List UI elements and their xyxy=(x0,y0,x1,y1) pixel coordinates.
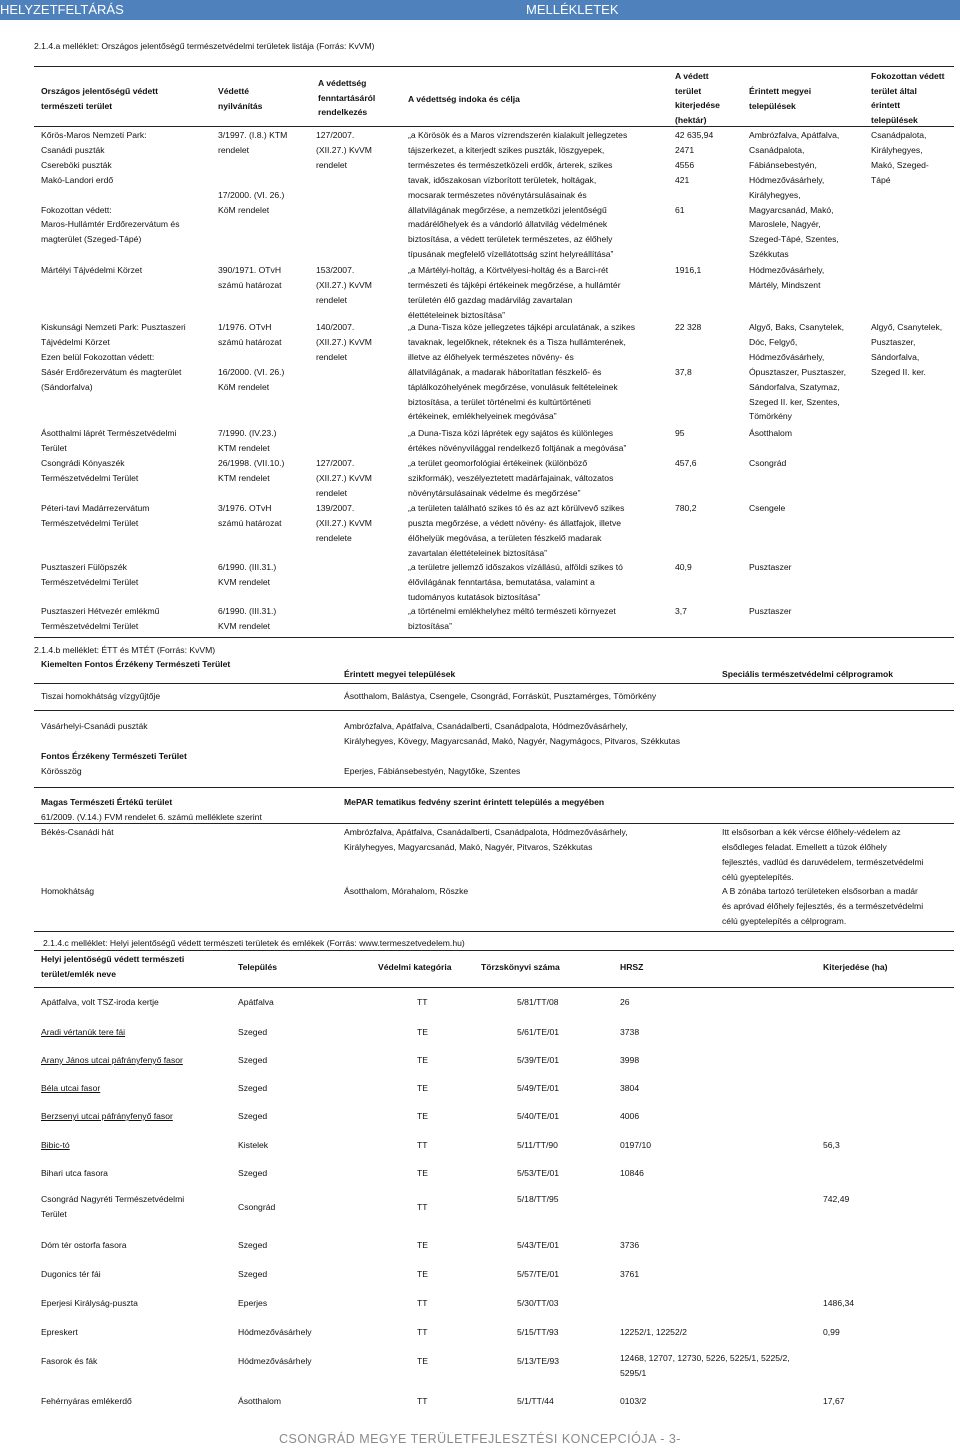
parcel-number: 26 xyxy=(620,997,630,1007)
table-a-col-header-5: (hektár) xyxy=(675,114,707,125)
protection-reason: élőhelyük megóvása, a területen fészkelő madarak xyxy=(408,532,602,543)
local-site-link[interactable]: Béla utcai fasor xyxy=(41,1083,101,1093)
affected-towns: Ásotthalom xyxy=(749,428,792,438)
protection-reason: természetes és természetközeli erdők, árterek, szikes xyxy=(408,159,613,170)
area-hectares: 4556 xyxy=(675,159,695,170)
registry-number: 5/43/TE/01 xyxy=(517,1240,560,1250)
declaration-ref: 17/2000. (VI. 26.) xyxy=(218,189,285,200)
protection-category: TT xyxy=(417,1140,428,1150)
table-a-col-header-1: természeti terület xyxy=(41,100,113,111)
protection-reason: tudományos kutatások biztosítása” xyxy=(408,591,541,602)
registry-number: 5/81/TT/08 xyxy=(517,997,559,1007)
section-b-caption: 2.1.4.b melléklet: ÉTT és MTÉT (Forrás: KvVM) xyxy=(34,645,216,655)
maintenance-ref: (XII.27.) KvVM xyxy=(316,517,372,528)
affected-towns: Ambrózfalva, Apátfalva, xyxy=(749,130,840,140)
protection-reason: „a történelmi emlékhelyhez méltó természeti környezet xyxy=(408,606,616,616)
table-b-header-5b: 61/2009. (V.14.) FVM rendelet 6. számú melléklete szerint xyxy=(41,812,262,822)
protected-area-name: Ezen belül Fokozottan védett: xyxy=(41,351,155,362)
registry-number: 5/1/TT/44 xyxy=(517,1396,554,1406)
protection-category: TT xyxy=(417,1298,428,1308)
table-b-header-1: Kiemelten Fontos Érzékeny Természeti Terület xyxy=(41,659,231,669)
table-a-col-header-5: terület xyxy=(675,85,702,96)
table-c-col-header-4: Törzskönyvi száma xyxy=(481,962,560,972)
special-program: elsődleges feladat. Emellett a túzok élőhely xyxy=(722,841,887,852)
special-program: célú gyeptelepítés a célprogram. xyxy=(722,915,847,926)
area-hectares: 2471 xyxy=(675,144,695,155)
maintenance-ref: rendelet xyxy=(316,294,348,305)
strictly-protected-towns: Algyő, Csanytelek, xyxy=(871,322,943,332)
affected-towns: Magyarcsanád, Makó, xyxy=(749,204,834,215)
affected-towns: Pusztaszer xyxy=(749,562,792,572)
settlement: Szeged xyxy=(238,1027,268,1037)
local-site-name: Epreskert xyxy=(41,1327,78,1337)
parcel-number: 12468, 12707, 12730, 5226, 5225/1, 5225/2, xyxy=(620,1353,790,1363)
protected-area-name: Természetvédelmi Terület xyxy=(41,620,139,631)
declaration-ref: számú határozat xyxy=(218,517,282,528)
protection-reason: „a terület geomorfológiai értékeinek (különböző xyxy=(408,458,588,468)
protection-category: TE xyxy=(417,1083,428,1093)
protection-reason: élővilágának fenntartása, bemutatása, valamint a xyxy=(408,576,595,587)
sensitive-area-name: Tiszai homokhátság vízgyűjtője xyxy=(41,691,161,701)
affected-towns: Ópusztaszer, Pusztaszer, xyxy=(749,366,846,377)
protection-reason: tavaknak, legelőknek, réteknek és a Tisza hullámterének, xyxy=(408,336,626,347)
table-a-col-header-7: terület által xyxy=(871,85,917,96)
protection-reason: értékeinek, emlékhelyeinek megóvása” xyxy=(408,411,557,422)
maintenance-ref: 127/2007. xyxy=(316,458,355,468)
protected-area-name: Kiskunsági Nemzeti Park: Pusztaszeri xyxy=(41,322,186,332)
local-site-name: Eperjesi Királyság-puszta xyxy=(41,1298,138,1308)
table-c-col-header-1: terület/emlék neve xyxy=(41,968,116,979)
table-a-header-rule xyxy=(34,126,954,127)
header-left: HELYZETFELTÁRÁS xyxy=(0,2,124,17)
local-site-name: Fasorok és fák xyxy=(41,1356,98,1366)
special-program: és apróvad élőhely fejlesztés, és a természetvédelmi xyxy=(722,900,924,911)
header-right: MELLÉKLETEK xyxy=(526,2,619,17)
table-b-header-3: Speciális természetvédelmi célprogramok xyxy=(722,669,893,679)
protection-reason: értékes növényvilággal rendelkező foltjának a megóvása” xyxy=(408,442,627,453)
maintenance-ref: (XII.27.) KvVM xyxy=(316,336,372,347)
table-a-col-header-2: Védetté xyxy=(218,86,250,96)
affected-towns: Csongrád xyxy=(749,458,787,468)
table-a-col-header-2: nyilvánítás xyxy=(218,100,263,111)
protection-reason: növénytársulásainak védelme és megőrzése” xyxy=(408,487,581,498)
table-a-col-header-6: települések xyxy=(749,100,796,111)
local-site-name: Dóm tér ostorfa fasora xyxy=(41,1240,127,1250)
declaration-ref: KVM rendelet xyxy=(218,620,271,631)
table-a-col-header-5: A védett xyxy=(675,71,709,81)
parcel-number: 3761 xyxy=(620,1269,640,1279)
maintenance-ref: 127/2007. xyxy=(316,130,355,140)
protected-area-name: Maros-Hullámtér Erdőrezervátum és xyxy=(41,219,180,230)
affected-towns: Ásotthalom, Balástya, Csengele, Csongrád, Forráskút, Pusztamérges, Tömörkény xyxy=(344,691,657,701)
protection-category: TE xyxy=(417,1027,428,1037)
protection-category: TT xyxy=(417,997,428,1007)
local-site-name: Apátfalva, volt TSZ-iroda kertje xyxy=(41,997,159,1007)
protection-reason: „a területen található szikes tó és az azt körülvevő szikes xyxy=(408,503,625,513)
section-c-caption: 2.1.4.c melléklet: Helyi jelentőségű védett természeti területek és emlékek (Forrás: www.termeszetvedelem.hu) xyxy=(43,938,465,948)
protection-reason: állatvilágának megőrzése, a nemzetközi jelentőségű xyxy=(408,204,607,215)
maintenance-ref: (XII.27.) KvVM xyxy=(316,279,372,290)
strictly-protected-towns: Szeged II. ker. xyxy=(871,366,926,377)
local-site-link[interactable]: Bibic-tó xyxy=(41,1140,70,1150)
table-b-header-rule xyxy=(34,683,954,684)
table-a-bottom-rule xyxy=(34,637,954,638)
protected-area-name: Sásér Erdőrezervátum és magterület xyxy=(41,366,182,377)
sensitive-area-name: Vásárhelyi-Csanádi puszták xyxy=(41,721,148,731)
declaration-ref: 6/1990. (III.31.) xyxy=(218,606,277,616)
declaration-ref: 6/1990. (III.31.) xyxy=(218,562,277,572)
area-hectares: 1916,1 xyxy=(675,265,702,275)
table-a-col-header-3: A védettség xyxy=(318,78,367,88)
settlement: Szeged xyxy=(238,1168,268,1178)
protection-reason: típusának megfelelő vízellátottság szint helyreállítása” xyxy=(408,249,614,260)
local-site-link[interactable]: Aradi vértanúk tere fái xyxy=(41,1027,126,1037)
strictly-protected-towns: Makó, Szeged- xyxy=(871,159,929,170)
settlement: Kistelek xyxy=(238,1140,269,1150)
settlement: Szeged xyxy=(238,1083,268,1093)
area-hectares: 37,8 xyxy=(675,366,692,377)
protection-reason: madárélőhelyek és a vándorló állatvilág védelmének xyxy=(408,219,608,230)
protection-reason: „a Körösök és a Maros vízrendszerén kialakult jellegzetes xyxy=(408,130,628,140)
declaration-ref: KöM rendelet xyxy=(218,204,270,215)
protected-area-name: (Sándorfalva) xyxy=(41,381,93,392)
settlement: Apátfalva xyxy=(238,997,274,1007)
maintenance-ref: rendelet xyxy=(316,487,348,498)
affected-towns: Szeged-Tápé, Szentes, xyxy=(749,234,839,245)
table-a-col-header-5: kiterjedése xyxy=(675,100,720,110)
settlement: Szeged xyxy=(238,1055,268,1065)
declaration-ref: 7/1990. (IV.23.) xyxy=(218,428,277,438)
settlement: Szeged xyxy=(238,1240,268,1250)
special-program: fejlesztés, vadlúd és daruvédelem, természetvédelmi xyxy=(722,856,924,867)
table-c-top-rule xyxy=(34,950,954,951)
registry-number: 5/53/TE/01 xyxy=(517,1168,560,1178)
table-rule xyxy=(34,823,954,824)
affected-towns: Dóc, Felgyő, xyxy=(749,336,798,347)
area-hectares: 42 635,94 xyxy=(675,130,714,140)
affected-towns: Tömörkény xyxy=(749,411,792,422)
table-a-col-header-1: Országos jelentőségű védett xyxy=(41,86,159,96)
protected-area-name: Péteri-tavi Madárrezervátum xyxy=(41,503,150,513)
local-site-name: Bihari utca fasora xyxy=(41,1168,108,1178)
protected-area-name: Mártélyi Tájvédelmi Körzet xyxy=(41,265,143,275)
maintenance-ref: rendelet xyxy=(316,351,348,362)
protection-reason: „a Duna-Tisza közi láprétek egy sajátos és különleges xyxy=(408,428,614,438)
protection-category: TE xyxy=(417,1168,428,1178)
maintenance-ref: 140/2007. xyxy=(316,322,355,332)
declaration-ref: 16/2000. (VI. 26.) xyxy=(218,366,285,377)
affected-towns: Ambrózfalva, Apátfalva, Csanádalberti, Csanádpalota, Hódmezővásárhely, xyxy=(344,721,628,731)
protected-area-name: Természetvédelmi Terület xyxy=(41,472,139,483)
protected-area-name: magterület (Szeged-Tápé) xyxy=(41,234,142,245)
protection-category: TT xyxy=(417,1327,428,1337)
protection-reason: tavak, időszakosan vízborított területek, holtágak, xyxy=(408,174,597,185)
area-hectares: 1486,34 xyxy=(823,1298,855,1308)
protection-reason: biztosítása, a terület történelmi és kultúrtörténeti xyxy=(408,396,591,407)
table-a-col-header-7: Fokozottan védett xyxy=(871,71,945,81)
affected-towns: Mártély, Mindszent xyxy=(749,279,821,290)
registry-number: 5/61/TE/01 xyxy=(517,1027,560,1037)
parcel-number: 3804 xyxy=(620,1083,640,1093)
area-hectares: 95 xyxy=(675,428,685,438)
protected-area-name: Makó-Landori erdő xyxy=(41,174,114,185)
protection-category: TE xyxy=(417,1356,428,1366)
protected-area-name: Csanádi puszták xyxy=(41,144,105,155)
table-a-col-header-6: Érintett megyei xyxy=(749,86,812,96)
strictly-protected-towns: Sándorfalva, xyxy=(871,351,920,362)
settlement: Ásotthalom xyxy=(238,1396,281,1406)
high-value-area-name: Békés-Csanádi hát xyxy=(41,827,114,837)
protection-category: TE xyxy=(417,1269,428,1279)
registry-number: 5/49/TE/01 xyxy=(517,1083,560,1093)
registry-number: 5/13/TE/93 xyxy=(517,1356,560,1366)
table-c-col-header-3: Védelmi kategória xyxy=(378,962,452,972)
protected-area-name: Kőrös-Maros Nemzeti Park: xyxy=(41,130,147,140)
parcel-number: 0197/10 xyxy=(620,1140,652,1150)
area-hectares: 421 xyxy=(675,174,690,185)
protected-area-name: Természetvédelmi Terület xyxy=(41,576,139,587)
affected-towns: Ambrózfalva, Apátfalva, Csanádalberti, Csanádpalota, Hódmezővásárhely, xyxy=(344,827,628,837)
protection-category: TT xyxy=(417,1202,428,1212)
table-c-col-header-2: Település xyxy=(238,962,278,972)
settlement: Eperjes xyxy=(238,1298,268,1308)
declaration-ref: 26/1998. (VII.10.) xyxy=(218,458,285,468)
table-rule xyxy=(34,787,954,788)
protected-area-name: Terület xyxy=(41,442,67,453)
affected-towns: Ásotthalom, Mórahalom, Röszke xyxy=(344,886,469,896)
area-hectares: 56,3 xyxy=(823,1140,840,1150)
affected-towns: Királyhegyes, xyxy=(749,189,801,200)
local-site-name: Fehérnyáras emlékerdő xyxy=(41,1396,132,1406)
protected-area-name: Tájvédelmi Körzet xyxy=(41,336,110,347)
area-hectares: 40,9 xyxy=(675,562,692,572)
strictly-protected-towns: Királyhegyes, xyxy=(871,144,923,155)
affected-towns: Királyhegyes, Kövegy, Magyarcsanád, Makó, Nagyér, Nagymágocs, Pitvaros, Székkutas xyxy=(344,735,681,746)
protection-category: TE xyxy=(417,1111,428,1121)
protection-reason: szikformák), veszélyeztetett madárfajainak, változatos xyxy=(408,472,614,483)
affected-towns: Szeged II. ker, Szentes, xyxy=(749,396,840,407)
parcel-number: 3736 xyxy=(620,1240,640,1250)
local-site-link[interactable]: Arany János utcai páfrányfenyő fasor xyxy=(41,1055,183,1065)
strictly-protected-towns: Tápé xyxy=(871,174,891,185)
protection-reason: zavartalan élettételeinek biztosítása” xyxy=(408,547,548,558)
affected-towns: Csengele xyxy=(749,503,786,513)
table-c-col-header-6: Kiterjedése (ha) xyxy=(823,962,888,972)
declaration-ref: számú határozat xyxy=(218,279,282,290)
protection-reason: „a Mártélyi-holtág, a Körtvélyesi-holtág és a Barci-rét xyxy=(408,265,609,275)
local-site-name: Dugonics tér fái xyxy=(41,1269,101,1279)
page-header-bar xyxy=(0,0,960,20)
declaration-ref: 3/1976. OTvH xyxy=(218,503,272,513)
registry-number: 5/57/TE/01 xyxy=(517,1269,560,1279)
protection-category: TE xyxy=(417,1240,428,1250)
parcel-number: 0103/2 xyxy=(620,1396,647,1406)
affected-towns: Sándorfalva, Szatymaz, xyxy=(749,381,840,392)
local-site-name: Csongrád Nagyréti Természetvédelmi xyxy=(41,1194,185,1204)
protected-area-name: Csereböki puszták xyxy=(41,159,112,170)
area-hectares: 780,2 xyxy=(675,503,697,513)
protected-area-name: Ásotthalmi láprét Természetvédelmi xyxy=(41,428,177,438)
settlement: Szeged xyxy=(238,1269,268,1279)
settlement: Hódmezővásárhely xyxy=(238,1356,312,1366)
maintenance-ref: 153/2007. xyxy=(316,265,355,275)
settlement: Csongrád xyxy=(238,1202,276,1212)
affected-towns: Eperjes, Fábiánsebestyén, Nagytőke, Szentes xyxy=(344,766,521,776)
registry-number: 5/40/TE/01 xyxy=(517,1111,560,1121)
parcel-number: 3738 xyxy=(620,1027,640,1037)
table-a-top-rule xyxy=(34,66,954,67)
declaration-ref: 1/1976. OTvH xyxy=(218,322,272,332)
declaration-ref: 3/1997. (I.8.) KTM xyxy=(218,130,288,140)
maintenance-ref: (XII.27.) KvVM xyxy=(316,472,372,483)
parcel-number: 3998 xyxy=(620,1055,640,1065)
declaration-ref: 390/1971. OTvH xyxy=(218,265,282,275)
special-program: célú gyeptelepítés. xyxy=(722,871,794,882)
section-a-caption: 2.1.4.a melléklet: Országos jelentőségű természetvédelmi területek listája (Forrás: KvVM) xyxy=(34,41,375,51)
area-hectares: 457,6 xyxy=(675,458,697,468)
protection-reason: puszta megőrzése, a védett növény- és állatfajok, illetve xyxy=(408,517,622,528)
table-a-col-header-7: érintett xyxy=(871,100,901,110)
protection-reason: tájszerkezet, a kiterjedt szikes puszták, löszgyepek, xyxy=(408,144,605,155)
settlement: Hódmezővásárhely xyxy=(238,1327,312,1337)
affected-towns: Pusztaszer xyxy=(749,606,792,616)
maintenance-ref: rendelet xyxy=(316,159,348,170)
table-b-header-4: Fontos Érzékeny Természeti Terület xyxy=(41,751,187,761)
affected-towns: Maroslele, Nagyér, xyxy=(749,219,821,230)
local-site-name: Terület xyxy=(41,1208,67,1219)
table-b-header-2: Érintett megyei települések xyxy=(344,669,456,679)
special-program: A B zónába tartozó területeken elsősorban a madár xyxy=(722,886,918,896)
affected-towns: Hódmezővásárhely, xyxy=(749,351,825,362)
protection-reason: mocsarak természetes növénytársulásainak és xyxy=(408,189,587,200)
registry-number: 5/18/TT/95 xyxy=(517,1194,559,1204)
parcel-number: 12252/1, 12252/2 xyxy=(620,1327,687,1337)
area-hectares: 742,49 xyxy=(823,1194,850,1204)
affected-towns: Hódmezővásárhely, xyxy=(749,174,825,185)
area-hectares: 22 328 xyxy=(675,322,702,332)
protection-reason: élettételeinek biztosítása” xyxy=(408,309,505,320)
protected-area-name: Fokozottan védett: xyxy=(41,204,112,215)
table-b-header-5: Magas Természeti Értékű terület xyxy=(41,797,173,807)
protected-area-name: Pusztaszeri Hétvezér emlékmű xyxy=(41,606,160,616)
declaration-ref: KTM rendelet xyxy=(218,442,270,453)
maintenance-ref: 139/2007. xyxy=(316,503,355,513)
maintenance-ref: rendelete xyxy=(316,532,352,543)
registry-number: 5/15/TT/93 xyxy=(517,1327,559,1337)
parcel-number: 4006 xyxy=(620,1111,640,1121)
protection-reason: biztosítása, a védett területek természetes, az élőhely xyxy=(408,234,613,245)
table-a-col-header-4: A védettség indoka és célja xyxy=(408,94,520,104)
protection-reason: táplálkozóhelyének megőrzése, vonulásuk feltételeinek xyxy=(408,381,618,392)
page-footer: CSONGRÁD MEGYE TERÜLETFEJLESZTÉSI KONCEPCIÓJA - 3- xyxy=(279,1432,681,1446)
affected-towns: Székkutas xyxy=(749,249,789,260)
strictly-protected-towns: Csanádpalota, xyxy=(871,130,927,140)
area-hectares: 3,7 xyxy=(675,606,687,616)
table-b-bottom-rule xyxy=(34,931,954,932)
settlement: Szeged xyxy=(238,1111,268,1121)
table-c-col-header-5: HRSZ xyxy=(620,962,644,972)
protected-area-name: Természetvédelmi Terület xyxy=(41,517,139,528)
affected-towns: Csanádpalota, xyxy=(749,144,805,155)
high-value-area-name: Homokhátság xyxy=(41,886,95,896)
declaration-ref: KöM rendelet xyxy=(218,381,270,392)
declaration-ref: rendelet xyxy=(218,144,250,155)
strictly-protected-towns: Pusztaszer, xyxy=(871,336,916,347)
protection-reason: „a Duna-Tisza köze jellegzetes tájképi arculatának, a szikes xyxy=(408,322,636,332)
protected-area-name: Pusztaszeri Fülöpszék xyxy=(41,562,127,572)
affected-towns: Algyő, Baks, Csanytelek, xyxy=(749,322,845,332)
affected-towns: Hódmezővásárhely, xyxy=(749,265,825,275)
parcel-number: 5295/1 xyxy=(620,1367,647,1378)
area-hectares: 17,67 xyxy=(823,1396,845,1406)
declaration-ref: számú határozat xyxy=(218,336,282,347)
protection-category: TT xyxy=(417,1396,428,1406)
registry-number: 5/11/TT/90 xyxy=(517,1140,558,1150)
protected-area-name: Csongrádi Kónyaszék xyxy=(41,458,125,468)
table-c-col-header-1: Helyi jelentőségű védett természeti xyxy=(41,954,185,964)
affected-towns: Királyhegyes, Magyarcsanád, Makó, Nagyér, Pitvaros, Székkutas xyxy=(344,841,593,852)
area-hectares: 61 xyxy=(675,204,685,215)
table-b-header-6: MePAR tematikus fedvény szerint érintett település a megyében xyxy=(344,797,605,807)
protection-reason: természeti és tájképi értékeinek megőrzése, a hullámtér xyxy=(408,279,621,290)
parcel-number: 10846 xyxy=(620,1168,644,1178)
table-rule xyxy=(34,710,954,711)
registry-number: 5/30/TT/03 xyxy=(517,1298,559,1308)
table-c-header-rule xyxy=(34,987,954,988)
sensitive-area-name: Körösszög xyxy=(41,766,82,776)
table-a-col-header-3: fenntartásáról xyxy=(318,92,376,103)
maintenance-ref: (XII.27.) KvVM xyxy=(316,144,372,155)
protection-reason: biztosítása” xyxy=(408,620,452,631)
area-hectares: 0,99 xyxy=(823,1327,840,1337)
registry-number: 5/39/TE/01 xyxy=(517,1055,560,1065)
local-site-link[interactable]: Berzsenyi utcai páfrányfenyő fasor xyxy=(41,1111,173,1121)
affected-towns: Fábiánsebestyén, xyxy=(749,159,817,170)
table-a-col-header-7: települések xyxy=(871,114,918,125)
special-program: Itt elsősorban a kék vércse élőhely-védelem az xyxy=(722,827,901,837)
table-a-col-header-3: rendelkezés xyxy=(318,107,368,117)
declaration-ref: KTM rendelet xyxy=(218,472,270,483)
protection-reason: területén élő gazdag madárvilág zavartalan xyxy=(408,294,573,305)
protection-reason: állatvilágának, a madarak háborítatlan fészkelő- és xyxy=(408,366,602,377)
protection-reason: „a területre jellemző időszakos vízállású, alföldi szikes tó xyxy=(408,562,623,572)
protection-category: TE xyxy=(417,1055,428,1065)
declaration-ref: KVM rendelet xyxy=(218,576,271,587)
protection-reason: illetve az élőhelyek természetes növény- és xyxy=(408,351,574,362)
